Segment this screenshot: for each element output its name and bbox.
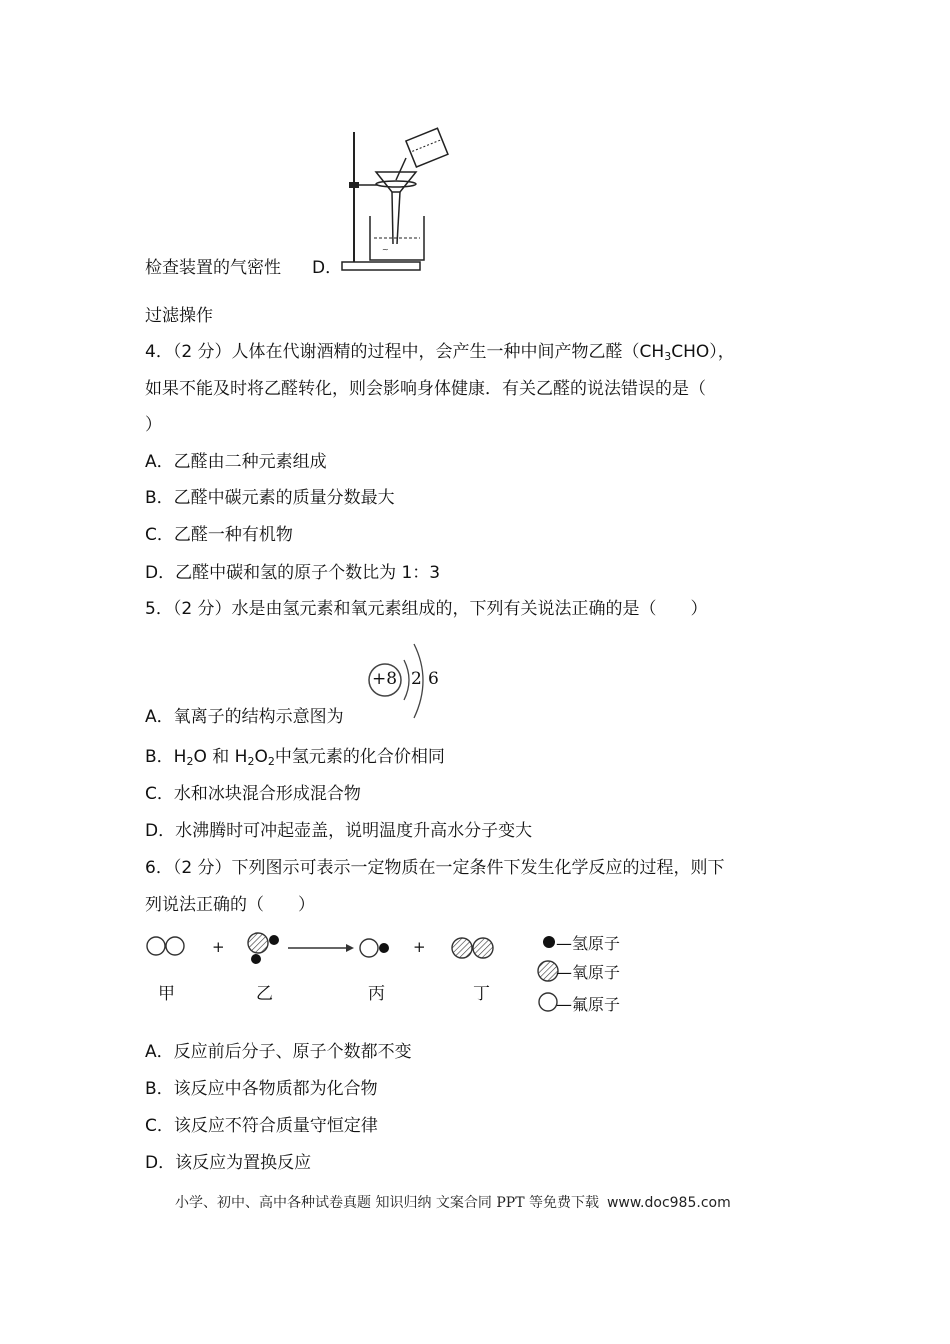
reaction-arrow-icon <box>288 944 354 952</box>
q5-b-part: B．H <box>145 747 187 767</box>
q3-option-d-label: D． <box>312 258 343 278</box>
legend-oxygen: —氧原子 <box>556 963 621 982</box>
q6-option-b: B．该反应中各物质都为化合物 <box>145 1079 378 1099</box>
q3-option-d-text: 过滤操作 <box>145 306 213 326</box>
q4-stem-part: CHO）， <box>671 342 735 362</box>
q4-stem-subscript: 3 <box>664 350 672 363</box>
q4-option-a: A．乙醛由二种元素组成 <box>145 452 327 472</box>
plus-sign-1: + <box>212 938 225 956</box>
oxygen-ion-structure-diagram <box>366 636 446 724</box>
q5-b-subscript: 2 <box>186 755 194 768</box>
molecule-bing-icon <box>360 939 389 957</box>
q4-stem-line1 <box>145 341 735 363</box>
q3-option-c-text: 检查装置的气密性 <box>145 258 281 278</box>
q6-option-d: D．该反应为置换反应 <box>145 1153 312 1173</box>
q5-b-part: 中氢元素的化合价相同 <box>274 747 445 767</box>
q4-stem-line2: 如果不能及时将乙醛转化，则会影响身体健康．有关乙醛的说法错误的是（ <box>145 379 706 399</box>
fluorine-atom-icon <box>539 993 557 1011</box>
q6-stem-line2: 列说法正确的（ ） <box>145 895 315 915</box>
q6-option-a: A．反应前后分子、原子个数都不变 <box>145 1042 412 1062</box>
legend-fluorine: —氟原子 <box>556 995 621 1014</box>
q5-b-subscript: 2 <box>247 755 255 768</box>
molecule-yi-icon <box>248 933 279 964</box>
q5-b-part: O 和 H <box>193 747 248 767</box>
shell1-electrons: 2 <box>411 669 422 689</box>
label-yi: 乙 <box>256 984 273 1004</box>
legend-hydrogen: —氢原子 <box>556 934 621 953</box>
reaction-diagram <box>140 926 500 976</box>
molecule-jia-icon <box>147 937 184 955</box>
q4-option-d: D．乙醛中碳和氢的原子个数比为 1：3 <box>145 563 441 583</box>
q6-stem-line1: 6．（2 分）下列图示可表示一定物质在一定条件下发生化学反应的过程，则下 <box>145 858 725 878</box>
q5-option-b <box>145 746 445 768</box>
q5-stem: 5．（2 分）水是由氢元素和氧元素组成的，下列有关说法正确的是（ ） <box>145 599 708 619</box>
label-jia: 甲 <box>158 984 175 1004</box>
nucleus-charge: +8 <box>372 669 398 689</box>
q4-stem-line3: ） <box>145 415 162 435</box>
q4-stem-part: 4．（2 分）人体在代谢酒精的过程中，会产生一种中间产物乙醛（CH <box>145 342 665 362</box>
q5-option-a: A．氧离子的结构示意图为 <box>145 707 344 727</box>
q5-option-d: D．水沸腾时可冲起壶盖，说明温度升高水分子变大 <box>145 821 533 841</box>
q5-option-c: C．水和冰块混合形成混合物 <box>145 784 361 804</box>
q6-option-c: C．该反应不符合质量守恒定律 <box>145 1116 378 1136</box>
label-bing: 丙 <box>368 984 385 1004</box>
page-footer <box>175 1192 731 1212</box>
oxygen-atom-icon <box>538 961 558 981</box>
shell2-electrons: 6 <box>428 669 439 689</box>
q5-b-part: O <box>254 747 268 767</box>
footer-url[interactable]: www.doc985.com <box>606 1195 731 1211</box>
plus-sign-2: + <box>413 938 426 956</box>
molecule-ding-icon <box>452 938 493 958</box>
footer-text: 小学、初中、高中各种试卷真题 知识归纳 文案合同 PPT 等免费下载 <box>175 1195 599 1211</box>
hydrogen-atom-icon <box>543 936 555 948</box>
q4-option-c: C．乙醛一种有机物 <box>145 525 293 545</box>
svg-text:~: ~ <box>382 245 389 254</box>
label-ding: 丁 <box>473 984 490 1004</box>
q4-option-b: B．乙醛中碳元素的质量分数最大 <box>145 488 395 508</box>
q5-b-subscript: 2 <box>267 755 275 768</box>
filtration-apparatus-figure <box>338 126 450 274</box>
